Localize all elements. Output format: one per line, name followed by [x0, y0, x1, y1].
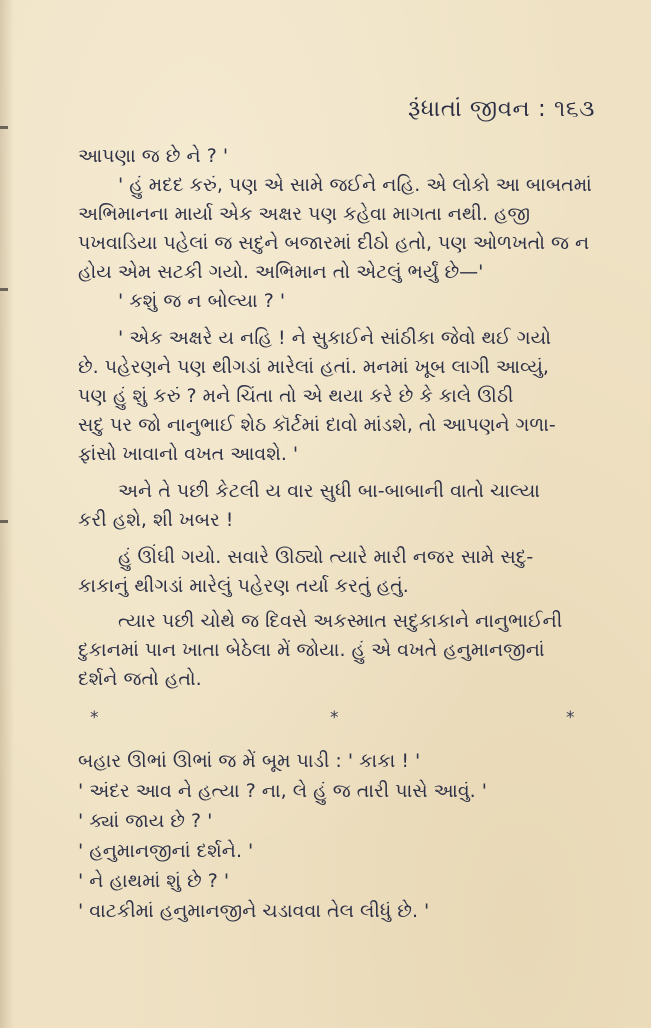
section-star: * [330, 708, 339, 728]
text-line: હું ઊંઘી ગયો. સવારે ઊઠ્યો ત્યારે મારી નજર સામે સદુ- [118, 546, 534, 568]
page-body [78, 142, 608, 926]
text-line: કાકાનું થીગડાં મારેલું પહેરણ તર્યા કરતું હતું. [78, 575, 409, 597]
text-line: ' કશું જ ન બોલ્યા ? ' [118, 290, 286, 312]
text-line: ત્યાર પછી ચોથે જ દિવસે અકસ્માત સદુકાકાને નાનુભાઈની [118, 610, 563, 632]
dialog-line: ' હનુમાનજીનાં દર્શને. ' [78, 840, 254, 862]
dialog-line: ' વાટકીમાં હનુમાનજીને ચડાવવા તેલ લીધું છે. ' [78, 900, 430, 922]
paragraph [78, 543, 608, 601]
text-line: પણ હું શું કરું ? મને ચિંતા તો એ થયા કરે છે કે કાલે ઊઠી [78, 385, 514, 407]
text-line: કરી હશે, શી ખબર ! [78, 509, 234, 531]
text-line: ' એક અક્ષરે ય નહિ ! ને સુકાઈને સાંઠીકા જેવો થઈ ગયો [118, 327, 551, 349]
dialog-block [78, 746, 608, 926]
text-line: ફાંસો ખાવાનો વખત આવશે. ' [78, 443, 299, 465]
running-header: રૂંધાતાં જીવન : ૧૬૩ [408, 96, 595, 122]
binding-shadow [0, 0, 14, 1028]
paragraph [78, 171, 608, 287]
edge-mark [0, 520, 8, 523]
dialog-line: ' અંદર આવ ને હત્યા ? ના, લે હું જ તારી પાસે આવું. ' [78, 780, 487, 802]
text-line: સદુ પર જો નાનુભાઈ શેઠ કૉર્ટમાં દાવો માંડશે, તો આપણને ગળા- [78, 414, 556, 436]
text-line: દર્શને જતો હતો. [78, 668, 202, 690]
paragraph [78, 142, 608, 171]
paragraph [78, 607, 608, 694]
text-line: અભિમાનના માર્યા એક અક્ષર પણ કહેવા માગતા નથી. હજી [78, 203, 531, 225]
text-line: અને તે પછી કેટલી ય વાર સુધી બા-બાબાની વાતો ચાલ્યા [118, 480, 540, 502]
paragraph [78, 477, 608, 535]
section-break [78, 694, 608, 746]
paragraph [78, 287, 608, 316]
text-line: પખવાડિયા પહેલાં જ સદુને બજારમાં દીઠો હતો, પણ ઓળખતો જ ન [78, 232, 590, 254]
text-line: ' હું મદદ કરું, પણ એ સામે જઈને નહિ. એ લોકો આ બાબતમાં [118, 174, 592, 196]
dialog-line: ' ને હાથમાં શું છે ? ' [78, 870, 230, 892]
text-line: છે. પહેરણને પણ થીગડાં મારેલાં હતાં. મનમાં ખૂબ લાગી આવ્યું, [78, 356, 549, 378]
paragraph-gap [78, 469, 608, 477]
edge-mark [0, 126, 8, 129]
text-line: આપણા જ છે ને ? ' [78, 145, 229, 167]
section-star: * [90, 708, 99, 728]
paragraph-gap [78, 535, 608, 543]
edge-mark [0, 288, 8, 291]
text-line: હોય એમ સટકી ગયો. અભિમાન તો એટલું ભર્યું છે—' [78, 261, 484, 283]
paragraph-gap [78, 316, 608, 324]
dialog-line: ' ક્યાં જાય છે ? ' [78, 810, 213, 832]
section-star: * [566, 708, 575, 728]
text-line: દુકાનમાં પાન ખાતા બેઠેલા મેં જોયા. હું એ વખતે હનુમાનજીનાં [78, 639, 545, 661]
paragraph [78, 324, 608, 469]
dialog-line: બહાર ઊભાં ઊભાં જ મેં બૂમ પાડી : ' કાકા ! ' [78, 750, 421, 772]
